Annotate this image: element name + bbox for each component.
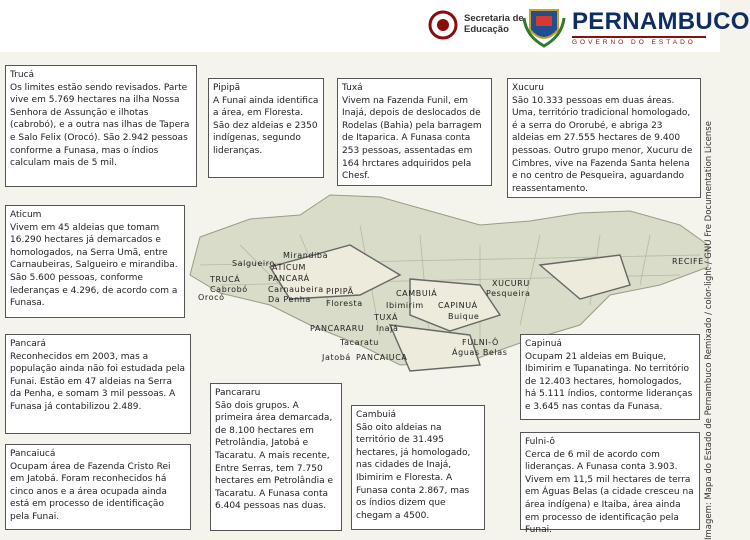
map-label-pancararu: PANCARARU <box>310 324 365 333</box>
map-label-floresta: Floresta <box>326 299 363 308</box>
map-label-recife: RECIFE <box>672 257 704 266</box>
info-text-pipipa: Pipipã A Funai ainda identifica a área, em Floresta. São dez aldeias e 2350 indígenas, segundo lideranças. <box>213 83 319 156</box>
map-label-tuxa: TUXÁ <box>374 313 399 322</box>
map-label-aticum: ATICUM <box>272 263 307 272</box>
brand-name: PERNAMBUCO <box>572 8 750 35</box>
map-label-ibimirim: Ibimirim <box>386 301 424 310</box>
map-label-fulnio: FULNI-Ô <box>462 338 499 347</box>
secretaria-line1: Secretaria de <box>464 13 524 24</box>
info-text-capinua: Capinuá Ocupam 21 aldeias em Buique, Ibimirim e Tupanatinga. No território de 12.403 hectares, homologados, há 5.111 índios, contorme lideranças e 3.645 nas contas da Funasa. <box>525 339 693 412</box>
info-box-pipipa <box>208 78 324 178</box>
info-box-capinua <box>520 334 700 420</box>
info-text-cambuia: Cambuiá São oito aldeias na território de 31.495 hectares, já homologado, nas cidades de Inajá, Ibimirim e Floresta. A Funasa conta 2.867, mas os índios dizem que chegam a 4500. <box>356 410 471 521</box>
secretaria-emblem-icon <box>428 10 458 40</box>
map-label-xucuru: XUCURU <box>492 279 530 288</box>
info-box-xucuru <box>507 78 701 198</box>
map-label-mirandiba: Mirandiba <box>283 251 329 260</box>
brand-subtitle: GOVERNO DO ESTADO <box>572 39 696 46</box>
image-credit: Imagem: Mapa do Estado de Pernambuco Remixado / color-light / GNU Fre Documentation License <box>704 121 714 540</box>
map-label-cabrobo: Cabrobó <box>210 285 248 294</box>
map-label-tacaratu: Tacaratu <box>340 338 379 347</box>
map-label-inaja: Inajá <box>376 324 399 333</box>
coat-of-arms-icon <box>522 6 566 48</box>
map-label-pipipa: PIPIPÃ <box>326 287 354 296</box>
info-box-pancararu <box>210 383 342 531</box>
info-text-pancararu: Pancararu São dois grupos. A primeira área demarcada, de 8.100 hectares em Petrolândia, Jatobá e Tacaratu. A mais recente, Entre Serras, tem 7.750 hectares em Petrolândia e Tacaratu. A Funasa conta 6.404 pessoas nas duas. <box>215 388 334 512</box>
map-label-jatoba: Jatobá <box>322 353 351 362</box>
info-text-pancara: Pancará Reconhecidos em 2003, mas a população ainda não foi estudada pela Funai. Estão em 47 aldeias na Serra da Penha, e somam 3 mil pessoas. A Funasa já contabilizou 2.489. <box>10 339 185 412</box>
brand-divider <box>572 36 706 38</box>
info-text-pancaiuca: Pancaiucá Ocupam área de Fazenda Cristo Rei em Jatobá. Foram reconhecidos há cinco anos e a área ocupada ainda está em processo de identificação pela Funai. <box>10 449 171 522</box>
map-label-oroco: Orocó <box>198 293 225 302</box>
info-text-aticum: Aticum Vivem em 45 aldeias que tomam 16.290 hectares já demarcados e homologados, na Serra Umã, entre Carnaubeiras, Salgueiro e mirandiba. São 5.600 pessoas, conforme lederanças e 4.296, de acordo com a Funasa. <box>10 210 178 309</box>
map-label-truca: TRUCÁ <box>210 275 241 284</box>
map-label-da-penha: Da Penha <box>268 295 311 304</box>
info-box-fulnio <box>520 432 700 536</box>
map-label-pancara: PANCARÁ <box>268 274 310 283</box>
info-box-pancara <box>5 334 191 434</box>
map-label-salgueiro: Salgueiro <box>232 259 275 268</box>
info-box-aticum <box>5 205 185 318</box>
map-label-carnaubeira: Carnaubeira <box>268 285 324 294</box>
map-label-aguas-belas: Águas Belas <box>452 348 508 357</box>
secretaria-line2: Educação <box>464 24 509 35</box>
map-label-pancaiuca: PANCAIUCA <box>356 353 408 362</box>
secretaria-title <box>464 13 524 35</box>
map-label-cambuia: CAMBUIÁ <box>396 289 438 298</box>
info-text-xucuru: Xucuru São 10.333 pessoas em duas áreas. Uma, território tradicional homologado, é a serra do Ororubé, e abriga 23 aldeias em 27.555 hectares de 9.400 pessoas. Outro grupo menor, Xucuru de Cimbres, vive na Fazenda Santa helena e no centro de Pesqueira, aguardando reassentamento. <box>512 83 693 194</box>
info-text-fulnio: Fulni-ô Cerca de 6 mil de acordo com lideranças. A Funasa conta 3.903. Vivem em 11,5 mil hectares de terra em Águas Belas (a cidade cresceu na área indígena) e Itaiba, área ainda em processo de identificação pela Funai. <box>525 437 694 536</box>
map-label-pesqueira: Pesqueira <box>486 289 531 298</box>
map-label-buique: Buique <box>448 312 480 321</box>
info-box-truca <box>5 65 197 187</box>
header-bar <box>0 0 750 52</box>
info-box-tuxa <box>337 78 492 186</box>
info-text-truca: Trucá Os limites estão sendo revisados. Parte vive em 5.769 hectares na ilha Nossa Senhora de Assunção e ilhotas (cabrobó), e a outra nas ilhas de Tapera e Salo Felix (Orocó). São 2.942 pessoas conforme a Funasa, mas o índios calculam mais de 5 mil. <box>10 70 190 169</box>
info-text-tuxa: Tuxá Vivem na Fazenda Funil, em Inajá, depois de deslocados de Rodelas (Bahia) pela barragem de Itaparica. A Funasa conta 253 pessoas, assentadas em 164 hrctares adquiridos pela Chesf. <box>342 83 482 182</box>
map-label-capinua: CAPINUÁ <box>438 301 478 310</box>
info-box-pancaiuca <box>5 444 191 530</box>
info-box-cambuia <box>351 405 485 530</box>
